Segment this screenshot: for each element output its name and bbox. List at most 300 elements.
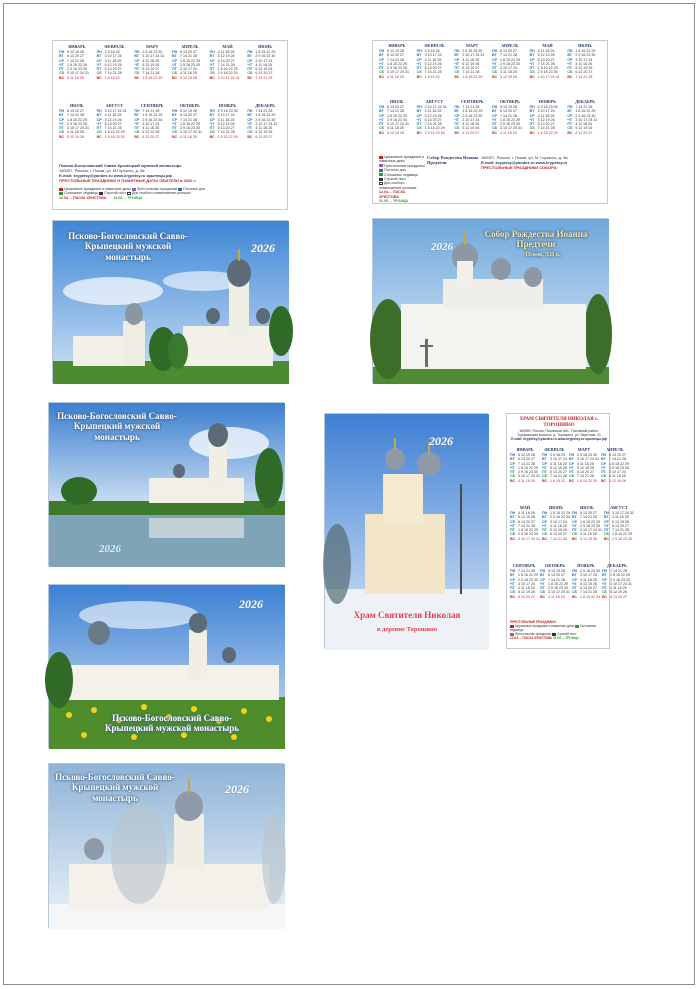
week-row xyxy=(530,75,566,79)
weekday-label: ЧТ xyxy=(209,62,215,67)
weekday-label: СБ xyxy=(539,590,546,595)
day-numbers: 1 8 15 22 29 xyxy=(500,117,520,122)
weekday-label: ЧТ xyxy=(541,465,547,470)
day-numbers: 3 10 17 24 xyxy=(518,581,535,586)
weekday-label: ВТ xyxy=(454,109,459,114)
weekday-label: СБ xyxy=(510,532,516,537)
weekday-label: ВС xyxy=(247,134,253,139)
weekday-label: ВТ xyxy=(59,54,64,59)
day-numbers: 6 13 20 27 xyxy=(579,586,597,591)
weekday-label: ПН xyxy=(416,49,422,53)
weekday-label: ПН xyxy=(571,569,578,573)
day-numbers: 4 11 18 25 xyxy=(217,50,235,54)
weekday-label: ВС xyxy=(568,478,575,483)
weekday-label: СР xyxy=(603,519,609,524)
weekday-label: ПТ xyxy=(529,122,535,127)
weekday-label: ЧТ xyxy=(134,121,140,126)
day-numbers: 7 14 21 28 xyxy=(609,569,627,573)
weekday-label: ВТ xyxy=(529,109,535,114)
day-numbers: 2 9 16 23 30 xyxy=(609,577,630,582)
day-numbers: 7 14 21 28 xyxy=(387,57,404,62)
photo-title: Псково-Богословский Савво-Крыпецкий мужской монастырь xyxy=(104,713,239,734)
weekday-label: ВС xyxy=(571,536,578,541)
weekday-label: ЧТ xyxy=(510,465,515,470)
day-numbers: 3 10 17 24 31 xyxy=(518,536,540,541)
year-label: 2026 xyxy=(251,241,275,255)
month-name: СЕНТЯБРЬ xyxy=(460,99,484,104)
weekday-label: СБ xyxy=(454,126,460,131)
day-numbers: 7 14 21 28 xyxy=(608,457,626,462)
day-numbers: 7 14 21 28 xyxy=(575,105,593,109)
day-numbers: 1 8 15 22 29 xyxy=(180,121,200,126)
weekday-label: ПН xyxy=(96,109,102,113)
weekday-label: ВТ xyxy=(567,53,572,58)
day-numbers: 6 13 20 27 xyxy=(537,122,555,127)
day-numbers: 7 14 21 28 xyxy=(537,61,555,66)
weekday-label: СБ xyxy=(600,474,607,479)
weekday-label: СБ xyxy=(568,474,575,479)
day-numbers: 3 10 17 24 31 xyxy=(67,126,89,131)
weekday-label: ВС xyxy=(510,478,516,483)
weekday-label: СР xyxy=(568,461,574,466)
month-name: СЕНТЯБРЬ xyxy=(140,103,164,108)
weekday-label: ПТ xyxy=(247,67,253,72)
day-numbers: 3 10 17 24 31 xyxy=(547,590,570,595)
weekday-label: ВТ xyxy=(96,113,102,118)
legend-item: Строгий пост xyxy=(379,177,425,181)
day-numbers: 5 12 19 26 xyxy=(537,117,555,122)
day-numbers: 4 11 18 25 xyxy=(518,511,535,515)
year-label: 2026 xyxy=(429,434,453,448)
weekday-label: СБ xyxy=(510,590,516,595)
day-numbers: 4 11 18 25 xyxy=(180,134,197,139)
day-numbers: 6 13 20 27 xyxy=(518,457,535,462)
day-numbers: 5 12 19 26 xyxy=(462,61,480,66)
day-numbers: 2 9 16 23 30 xyxy=(217,109,238,113)
calendar-grid-h2 xyxy=(379,100,603,135)
weekday-label: ЧТ xyxy=(600,465,606,470)
day-numbers: 3 10 17 24 xyxy=(255,58,273,63)
week-row xyxy=(247,76,283,80)
month-block xyxy=(97,45,133,80)
day-numbers: 1 8 15 22 29 xyxy=(217,134,238,139)
week-row xyxy=(510,479,540,483)
weekday-label: ПТ xyxy=(529,66,535,71)
weekday-label: ВТ xyxy=(492,109,497,114)
day-numbers: 6 13 20 27 xyxy=(217,58,235,63)
weekday-label: ПН xyxy=(209,50,215,54)
day-numbers: 2 9 16 23 30 xyxy=(104,134,125,139)
legend-item: Строгий пост xyxy=(99,191,126,195)
day-numbers: 4 11 18 25 xyxy=(575,61,593,66)
weekday-label: СБ xyxy=(571,590,578,595)
weekday-label: СР xyxy=(454,113,460,118)
weekday-label: СБ xyxy=(492,126,498,131)
day-numbers: 4 11 18 25 xyxy=(608,474,626,479)
day-numbers: 2 9 16 23 30 xyxy=(180,126,200,131)
day-numbers: 6 13 20 27 xyxy=(387,105,404,109)
weekday-label: ПН xyxy=(600,453,607,457)
week-row xyxy=(417,75,453,79)
month-name: ЯНВАРЬ xyxy=(388,43,406,48)
day-numbers: 5 12 19 26 xyxy=(67,134,84,139)
weekday-label: ВТ xyxy=(416,53,422,58)
weekday-label: ПН xyxy=(510,569,516,573)
weekday-label: ЧТ xyxy=(567,117,573,122)
day-numbers: 3 10 17 24 31 xyxy=(104,109,127,113)
weekday-label: ЧТ xyxy=(247,62,253,67)
photo-card-monastery-dandelions xyxy=(48,584,284,748)
day-numbers: 6 13 20 27 xyxy=(549,470,567,475)
day-numbers: 1 8 15 22 29 xyxy=(575,49,596,53)
day-numbers: 3 10 17 24 31 xyxy=(462,53,485,58)
address: 180007, Россия, г. Псков, ул. М.Горького, д. 5а xyxy=(59,168,145,173)
day-numbers: 5 12 19 26 xyxy=(575,126,593,131)
legend-item: Постные дни xyxy=(379,168,425,172)
day-numbers: 4 11 18 25 xyxy=(67,75,84,80)
day-numbers: 1 8 15 22 29 xyxy=(611,532,632,537)
weekday-label: ПН xyxy=(567,49,573,53)
week-row xyxy=(210,135,246,139)
weekday-label: ВТ xyxy=(379,53,384,58)
week-row xyxy=(492,75,528,79)
weekday-label: СР xyxy=(247,58,253,63)
weekday-label: ЧТ xyxy=(567,61,573,66)
day-numbers: 6 13 20 27 xyxy=(67,54,84,59)
contacts: E-mail: krypetsy@yandex.ru www.krypetsy.ru xyxy=(481,160,568,165)
day-numbers: 7 14 21 28 xyxy=(387,109,404,114)
day-numbers: 7 14 21 28 xyxy=(549,474,567,479)
weekday-label: ПН xyxy=(172,50,178,54)
day-numbers: 5 12 19 26 xyxy=(547,569,565,573)
weekday-label: СР xyxy=(416,113,422,118)
weekday-label: СБ xyxy=(541,474,548,479)
day-numbers: 3 10 17 24 xyxy=(500,66,517,71)
month-block xyxy=(572,506,602,541)
weekday-label: ПТ xyxy=(209,126,215,131)
day-numbers: 3 10 17 24 31 xyxy=(500,126,522,131)
day-numbers: 2 9 16 23 30 xyxy=(387,66,407,71)
weekday-label: СБ xyxy=(567,70,573,75)
photo-title: Собор Рождества Иоанна Предтечи xyxy=(484,229,588,250)
weekday-label: ПН xyxy=(172,109,178,113)
weekday-label: ПН xyxy=(492,105,498,109)
legend-item: Сплошные седмицы xyxy=(510,624,597,632)
day-numbers: 5 12 19 26 xyxy=(518,515,535,520)
weekday-label: ЧТ xyxy=(603,523,609,528)
weekday-label: СБ xyxy=(529,70,535,75)
weekday-label: ВТ xyxy=(379,109,384,114)
day-numbers: 6 13 20 27 xyxy=(518,519,535,524)
day-numbers: 2 9 16 23 30 xyxy=(255,54,276,59)
day-numbers: 7 14 21 28 xyxy=(217,130,235,135)
weekday-label: ВС xyxy=(247,75,253,80)
day-numbers: 2 9 16 23 30 xyxy=(547,586,568,591)
weekday-label: СБ xyxy=(567,126,573,131)
weekday-label: ПТ xyxy=(571,586,577,591)
day-numbers: 7 14 21 28 xyxy=(67,113,84,118)
day-numbers: 4 11 18 25 xyxy=(537,113,555,118)
day-numbers: 1 8 15 22 29 xyxy=(608,461,629,466)
weekday-label: ПТ xyxy=(510,586,515,591)
month-block xyxy=(134,104,170,139)
weekday-label: ПН xyxy=(209,109,215,113)
calendar-footer xyxy=(59,163,285,183)
weekday-label: СБ xyxy=(541,532,548,537)
week-row xyxy=(172,76,208,80)
calendar-grid-q1 xyxy=(510,447,629,483)
month-name: ИЮЛЬ xyxy=(390,99,404,104)
weekday-label: СБ xyxy=(529,126,535,131)
month-block xyxy=(567,44,603,79)
day-numbers: 5 12 19 26 xyxy=(575,66,593,71)
weekday-label: ПТ xyxy=(96,126,102,131)
day-numbers: 5 12 19 26 xyxy=(518,590,535,595)
weekday-label: СР xyxy=(379,57,384,62)
weekday-label: СР xyxy=(172,117,177,122)
day-numbers: 5 12 19 26 xyxy=(609,590,627,595)
weekday-label: ЧТ xyxy=(416,117,422,122)
weekday-label: ВТ xyxy=(568,457,574,462)
day-numbers: 1 8 15 22 29 xyxy=(424,126,445,131)
day-numbers: 6 13 20 27 xyxy=(518,594,535,599)
weekday-label: ПТ xyxy=(209,67,215,72)
day-numbers: 2 9 16 23 xyxy=(104,50,120,54)
weekday-label: СБ xyxy=(416,126,422,131)
day-numbers: 2 9 16 23 30 xyxy=(217,71,238,76)
photo-card-st-nicholas-church xyxy=(324,413,488,649)
weekday-label: ПТ xyxy=(172,67,177,72)
month-block xyxy=(379,100,415,135)
weekday-label: ПН xyxy=(529,105,535,109)
weekday-label: СР xyxy=(541,519,547,524)
weekday-label: ПН xyxy=(59,50,65,54)
weekday-label: СР xyxy=(600,461,606,466)
day-numbers: 4 11 18 25 xyxy=(462,57,480,62)
day-numbers: 6 13 20 27 xyxy=(611,523,629,528)
legend-item: Дни особого поминовения усопших xyxy=(379,181,417,190)
day-numbers: 7 14 21 28 xyxy=(67,58,84,63)
day-numbers: 2 9 16 23 30 xyxy=(549,515,570,520)
weekday-label: ЧТ xyxy=(571,581,577,586)
calendar-footer xyxy=(481,155,605,170)
month-name: НОЯБРЬ xyxy=(218,103,237,108)
day-numbers: 7 14 21 28 xyxy=(549,536,567,541)
weekday-label: ПТ xyxy=(600,470,606,475)
weekday-label: ПН xyxy=(568,453,575,457)
day-numbers: 4 11 18 25 xyxy=(547,594,565,599)
day-numbers: 4 11 18 25 xyxy=(576,461,594,466)
weekday-label: ЧТ xyxy=(379,61,384,66)
weekday-label: СБ xyxy=(59,71,65,76)
month-name: НОЯБРЬ xyxy=(577,563,595,568)
weekday-label: ПН xyxy=(539,569,546,573)
week-row xyxy=(247,135,283,139)
legend-item: Престольные праздники xyxy=(132,187,178,191)
weekday-label: ЧТ xyxy=(209,121,215,126)
weekday-label: ПН xyxy=(454,49,460,53)
week-row xyxy=(530,131,566,135)
legend-item: Строгий пост xyxy=(552,632,576,636)
month-name: ЯНВАРЬ xyxy=(68,44,86,49)
weekday-label: ВТ xyxy=(601,573,607,578)
month-name: АПРЕЛЬ xyxy=(606,447,624,452)
day-numbers: 4 11 18 25 xyxy=(575,122,593,127)
weekday-label: ВС xyxy=(603,536,610,541)
weekday-label: ЧТ xyxy=(416,61,422,66)
day-numbers: 5 12 19 26 xyxy=(217,121,235,126)
weekday-label: ПТ xyxy=(567,122,573,127)
weekday-label: ПТ xyxy=(454,122,460,127)
weekday-label: ЧТ xyxy=(247,121,253,126)
day-numbers: 3 10 17 24 31 xyxy=(387,70,409,75)
weekday-label: ПТ xyxy=(416,66,422,71)
weekday-label: СР xyxy=(541,461,547,466)
month-block xyxy=(542,448,567,483)
weekday-label: ПТ xyxy=(416,122,422,127)
year-label: 2026 xyxy=(225,782,249,796)
month-name: ОКТЯБРЬ xyxy=(544,563,565,568)
weekday-label: ВС xyxy=(416,74,422,79)
weekday-label: ВТ xyxy=(134,113,139,118)
weekday-label: ПТ xyxy=(134,126,140,131)
weekday-label: СР xyxy=(59,117,64,122)
month-name: ДЕКАБРЬ xyxy=(607,563,627,568)
weekday-label: ВС xyxy=(96,75,102,80)
day-numbers: 5 12 19 26 xyxy=(142,130,160,135)
weekday-label: ЧТ xyxy=(571,523,577,528)
day-numbers: 3 10 17 24 xyxy=(549,519,567,524)
day-numbers: 1 8 15 22 29 xyxy=(518,465,538,470)
calendar-grid-h2 xyxy=(59,104,283,139)
day-numbers: 1 8 15 22 29 xyxy=(579,519,600,524)
month-name: МАРТ xyxy=(465,43,479,48)
day-numbers: 7 14 21 28 xyxy=(180,117,197,122)
weekday-label: СР xyxy=(492,57,497,62)
weekday-label: ВС xyxy=(571,594,578,599)
weekday-label: ПН xyxy=(134,50,140,54)
weekday-label: СБ xyxy=(379,70,385,75)
weekday-label: ПТ xyxy=(603,528,609,533)
weekday-label: ЧТ xyxy=(539,581,545,586)
weekday-label: СР xyxy=(209,117,215,122)
weekday-label: ПН xyxy=(134,109,140,113)
weekday-label: ПТ xyxy=(567,66,573,71)
weekday-label: СР xyxy=(529,57,535,62)
day-numbers: 3 10 17 24 31 xyxy=(518,474,540,479)
day-numbers: 1 8 15 22 29 xyxy=(537,66,558,71)
day-numbers: 3 10 17 24 xyxy=(608,470,626,475)
month-name: ДЕКАБРЬ xyxy=(255,103,276,108)
day-numbers: 5 12 19 26 xyxy=(611,519,629,524)
day-numbers: 4 11 18 25 xyxy=(518,586,535,591)
calendar-grid-h1 xyxy=(59,45,283,80)
day-numbers: 7 14 21 28 xyxy=(579,590,597,595)
photo-title: Псково-Богословский Савво-Крыпецкий мужской монастырь xyxy=(55,772,175,803)
day-numbers: 6 13 20 27 xyxy=(608,453,626,457)
month-name: АПРЕЛЬ xyxy=(181,44,199,49)
month-block xyxy=(510,506,540,541)
month-name: МАРТ xyxy=(577,447,591,452)
day-numbers: 4 11 18 25 xyxy=(104,58,122,63)
weekday-label: ВС xyxy=(529,130,535,135)
day-numbers: 1 8 15 22 29 xyxy=(180,58,200,63)
day-numbers: 1 8 15 22 29 xyxy=(579,594,600,599)
weekday-label: ВТ xyxy=(247,54,252,59)
day-numbers: 5 12 19 26 xyxy=(462,126,480,131)
weekday-label: ВТ xyxy=(96,54,102,59)
week-row xyxy=(417,131,453,135)
month-block xyxy=(59,104,95,139)
month-name: ФЕВРАЛЬ xyxy=(424,43,445,48)
weekday-label: ВТ xyxy=(59,113,64,118)
month-block xyxy=(247,104,283,139)
month-block xyxy=(97,104,133,139)
day-numbers: 6 13 20 27 xyxy=(104,121,122,126)
day-numbers: 3 10 17 24 xyxy=(142,121,160,126)
weekday-label: СР xyxy=(567,57,573,62)
day-numbers: 6 13 20 27 xyxy=(462,130,480,135)
weekday-label: ПН xyxy=(603,511,610,515)
weekday-label: СБ xyxy=(247,130,253,135)
address: 180007, Россия, г. Псков, ул. М. Горького, д. 5а xyxy=(481,155,568,160)
weekday-label: ПТ xyxy=(539,586,545,591)
weekday-label: ЧТ xyxy=(454,117,460,122)
day-numbers: 2 9 16 23 30 xyxy=(518,470,538,475)
legend-item: Церковные праздники и памятные даты xyxy=(379,155,424,164)
week-row xyxy=(602,595,632,599)
day-numbers: 4 11 18 25 xyxy=(255,126,273,131)
weekday-label: СБ xyxy=(59,130,65,135)
day-numbers: 2 9 16 23 30 xyxy=(500,61,520,66)
calendar-legend xyxy=(59,187,285,200)
weekday-label: ЧТ xyxy=(492,61,497,66)
weekday-label: ЧТ xyxy=(492,117,497,122)
day-numbers: 5 12 19 26 xyxy=(387,49,404,53)
day-numbers: 3 10 17 24 31 xyxy=(611,511,634,515)
photo-card-monastery-winter xyxy=(48,763,284,928)
weekday-label: СР xyxy=(510,577,515,582)
day-numbers: 1 8 15 22 29 xyxy=(518,528,538,533)
weekday-label: СБ xyxy=(172,71,178,76)
day-numbers: 4 11 18 25 xyxy=(424,109,442,114)
month-block xyxy=(572,564,600,599)
day-numbers: 3 10 17 24 xyxy=(424,53,442,58)
day-numbers: 3 10 17 24 31 xyxy=(576,457,599,462)
week-row xyxy=(59,76,95,80)
month-block xyxy=(540,564,570,599)
weekday-label: ВТ xyxy=(510,457,515,462)
day-numbers: 6 13 20 27 xyxy=(104,67,122,72)
day-numbers: 6 13 20 27 xyxy=(180,50,197,54)
weekday-label: СБ xyxy=(379,126,385,131)
day-numbers: 7 14 21 28 xyxy=(462,105,480,109)
day-numbers: 1 8 15 22 29 xyxy=(142,113,163,118)
weekday-label: ПН xyxy=(96,50,102,54)
day-numbers: 4 11 18 25 xyxy=(142,126,160,131)
day-numbers: 1 8 15 22 29 xyxy=(518,573,538,578)
weekday-label: ПТ xyxy=(601,586,607,591)
weekday-label: ВС xyxy=(59,75,65,80)
weekday-label: СР xyxy=(379,113,384,118)
weekday-label: СР xyxy=(539,577,545,582)
weekday-label: ПТ xyxy=(541,470,547,475)
day-numbers: 2 9 16 23 30 xyxy=(537,105,558,109)
weekday-label: ВТ xyxy=(247,113,252,118)
weekday-label: СР xyxy=(510,519,515,524)
weekday-label: ВС xyxy=(567,74,573,79)
weekday-label: ПТ xyxy=(454,66,460,71)
